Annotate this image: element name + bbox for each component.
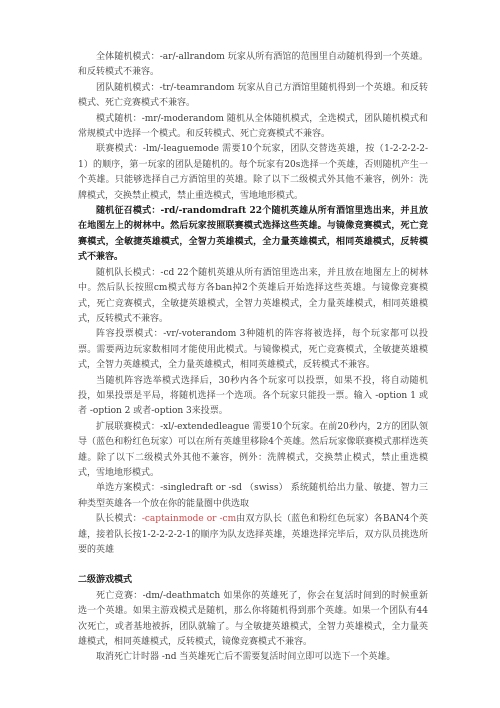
section-heading-secondary-modes: 二级游戏模式 xyxy=(78,575,133,586)
paragraph-moderandom: 模式随机：-mr/-moderandom 随机从全体随机模式，全选模式，团队随机模式和常规模式中选择一个模式。和反转模式、死亡竞赛模式不兼容。 xyxy=(78,113,428,140)
captainmode-text: 由双方队长（蓝色和粉红色玩家）各BAN4个英雄，接着队长按1-2-2-2-2-1的顺序为队友选择英雄，英雄选择完毕后，双方队员挑选所要的英雄 xyxy=(78,514,428,555)
paragraph-vote-details: 当随机阵容选举模式选择后，30秒内各个玩家可以投票，如果不投，将自动随机投，如果投票是平局，将随机选择一个选项。各个玩家只能投一票。输入 -option 1 或者 -option 2 或者-option 3来投票。 xyxy=(78,375,428,417)
paragraph-voterandom: 阵容投票模式：-vr/-voterandom 3种随机的阵容将被选择，每个玩家都可以投票。需要两边玩家数相同才能使用此模式。与镜像模式，死亡竞赛模式，全敏捷英雄模式，全智力英雄模式，全力量英雄模式，相同英雄模式，反转模式不兼容。 xyxy=(78,329,428,371)
paragraph-leaguemode: 联赛模式：-lm/-leaguemode 需要10个玩家，团队交替选英雄，按（1-2-2-2-2-1）的顺序，第一玩家的团队是随机的。每个玩家有20s选择一个英雄，否则随机产生一个英雄。只能够选择自己方酒馆里的英雄。除了以下二级模式外其他不兼容，例外：洗牌模式，交换禁止模式，禁止重选模式，雪地地形模式。 xyxy=(78,144,428,201)
captainmode-command: -captainmode or -cm xyxy=(141,514,237,525)
paragraph-captainmode xyxy=(78,512,428,558)
paragraph-captainsdraft: 随机队长模式：-cd 22个随机英雄从所有酒馆里选出来，并且放在地图左上的树林中。然后队长按照cm模式每方各ban掉2个英雄后开始选择这些英雄。与镜像竞赛模式，死亡竞赛模式，全敏捷英雄模式，全智力英雄模式，全力量英雄模式，相同英雄模式，反转模式不兼容。 xyxy=(78,267,428,324)
captainmode-label: 队长模式： xyxy=(96,514,142,525)
paragraph-allrandom: 全体随机模式：-ar/-allrandom 玩家从所有酒馆的范围里自动随机得到一个英雄。和反转模式不兼容。 xyxy=(78,52,428,78)
paragraph-extendedleague: 扩展联赛模式：-xl/-extendedleague 需要10个玩家。在前20秒内，2方的团队领导（蓝色和粉红色玩家）可以在所有英雄里移除4个英雄。然后玩家像联赛模式那样选英雄。除了以下二级模式外其他不兼容，例外：洗牌模式，交换禁止模式，禁止重选模式，雪地地形模式。 xyxy=(78,421,428,478)
paragraph-randomdraft: 随机征召模式：-rd/-randomdraft 22个随机英雄从所有酒馆里选出来，并且放在地图左上的树林中。然后玩家按照联赛模式选择这些英雄。与镜像竞赛模式，死亡竞赛模式，全敏捷英雄模式，全智力英雄模式，全力量英雄模式，相同英雄模式，反转模式不兼容。 xyxy=(78,206,428,263)
paragraph-deathmatch: 死亡竞赛：-dm/-deathmatch 如果你的英雄死了，你会在复活时间到的时候重新选一个英雄。如果主游戏模式是随机，那么你将随机得到那个英雄。如果一个团队有44次死亡，或者基地被拆，团队就输了。与全敏捷英雄模式，全智力英雄模式，全力量英雄模式，相同英雄模式，反转模式，镜像竞赛模式不兼容。 xyxy=(78,590,428,648)
paragraph-singledraft: 单选方案模式：-singledraft or -sd （swiss） 系统随机给出力量、敏捷、智力三种类型英雄各一个放在你的能量圈中供选取 xyxy=(78,483,428,509)
paragraph-nodeathtimer: 取消死亡计时器 -nd 当英雄死亡后不需要复活时间立即可以选下一个英雄。 xyxy=(96,652,396,663)
paragraph-teamrandom: 团队随机模式：-tr/-teamrandom 玩家从自己方酒馆里随机得到一个英雄。和反转模式、死亡竞赛模式不兼容。 xyxy=(78,82,428,109)
document-page xyxy=(78,50,428,666)
